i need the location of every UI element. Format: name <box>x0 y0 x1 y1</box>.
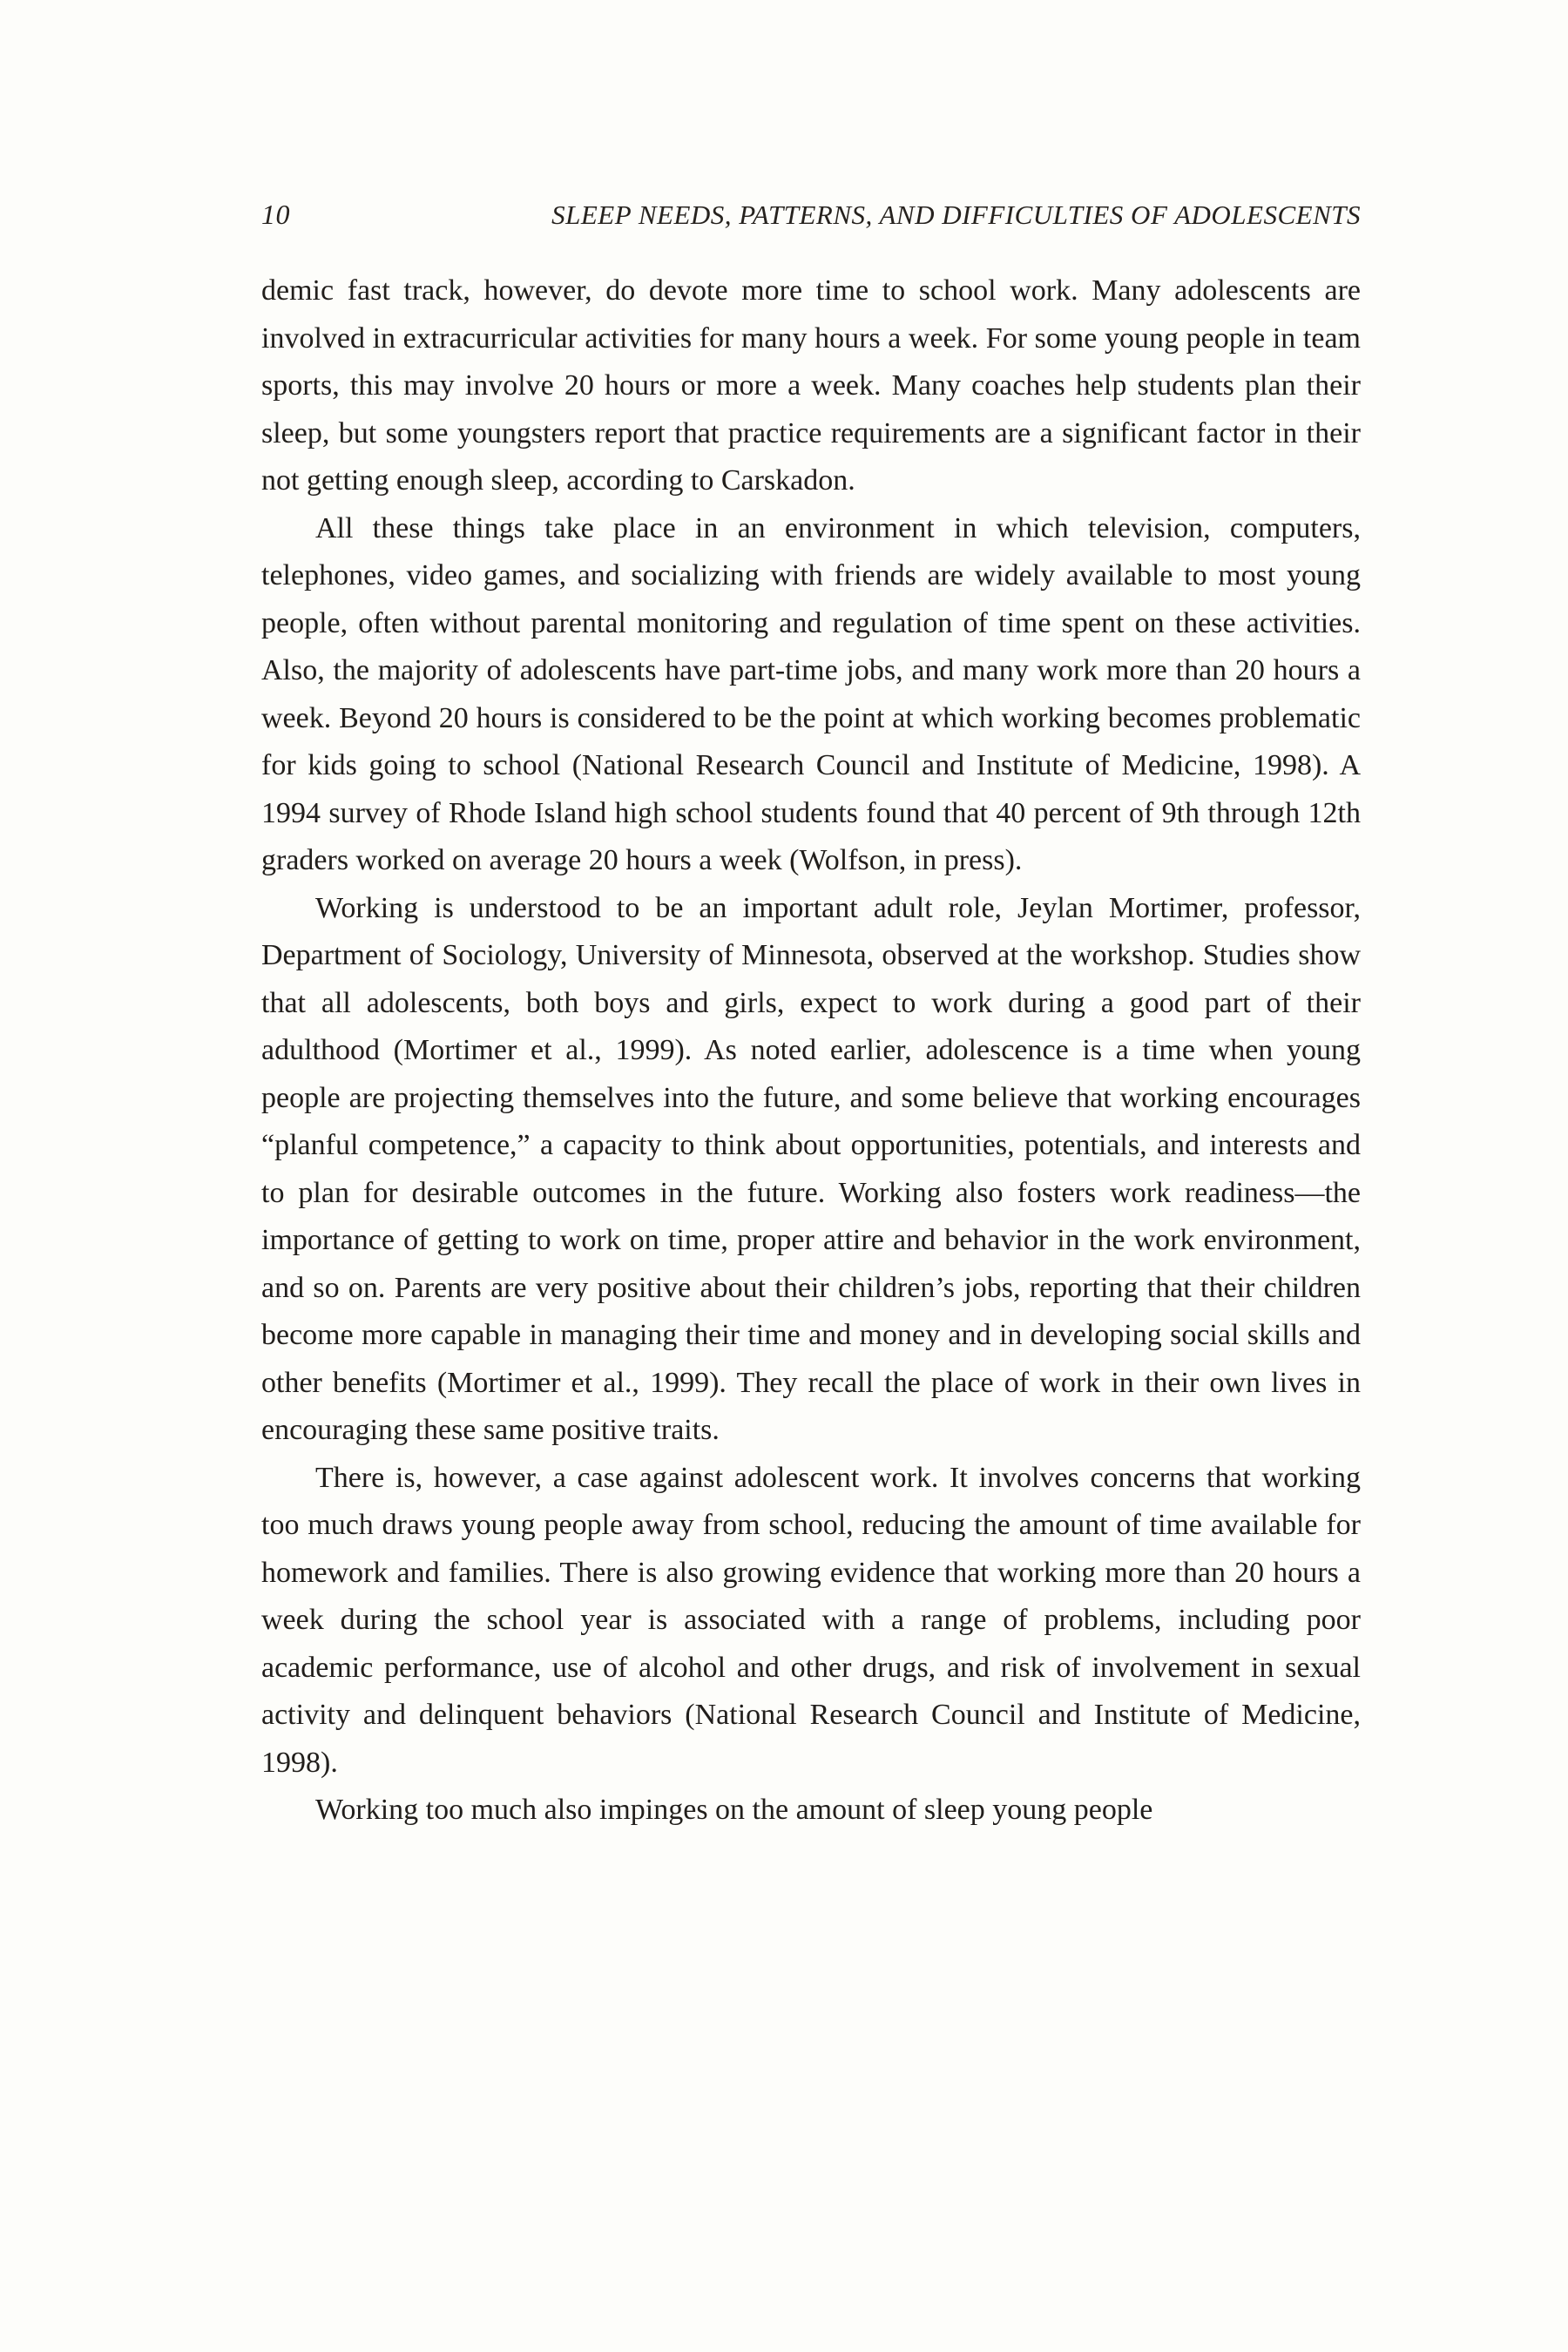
running-header <box>261 199 1361 231</box>
paragraph: There is, however, a case against adolescent work. It involves concerns that working too much draws young people away from school, reducing the amount of time available for homework and families. There is also growing evidence that working more than 20 hours a week during the school year is associated with a range of problems, including poor academic performance, use of alcohol and other drugs, and risk of involvement in sexual activity and delinquent behaviors (National Research Council and Institute of Medicine, 1998). <box>261 1461 1361 1779</box>
running-header-title: SLEEP NEEDS, PATTERNS, AND DIFFICULTIES OF ADOLESCENTS <box>551 199 1361 230</box>
paragraph: demic fast track, however, do devote more time to school work. Many adolescents are involved in extracurricular activities for many hours a week. For some young people in team sports, this may involve 20 hours or more a week. Many coaches help students plan their sleep, but some youngsters report that practice requirements are a significant factor in their not getting enough sleep, according to Carskadon. <box>261 274 1361 497</box>
page-number: 10 <box>261 199 290 230</box>
paragraph: All these things take place in an environment in which television, computers, telephones, video games, and socializing with friends are widely available to most young people, often without parental monitoring and regulation of time spent on these activities. Also, the majority of adolescents have part-time jobs, and many work more than 20 hours a week. Beyond 20 hours is considered to be the point at which working becomes problematic for kids going to school (National Research Council and Institute of Medicine, 1998). A 1994 survey of Rhode Island high school students found that 40 percent of 9th through 12th graders worked on average 20 hours a week (Wolfson, in press). <box>261 511 1361 876</box>
paragraph: Working is understood to be an important adult role, Jeylan Mortimer, professor, Department of Sociology, University of Minnesota, observed at the workshop. Studies show that all adolescents, both boys and girls, expect to work during a good part of their adulthood (Mortimer et al., 1999). As noted earlier, adolescence is a time when young people are projecting themselves into the future, and some believe that working encourages “planful competence,” a capacity to think about opportunities, potentials, and interests and to plan for desirable outcomes in the future. Working also fosters work readiness—the importance of getting to work on time, proper attire and behavior in the work environment, and so on. Parents are very positive about their children’s jobs, reporting that their children become more capable in managing their time and money and in developing social skills and other benefits (Mortimer et al., 1999). They recall the place of work in their own lives in encouraging these same positive traits. <box>261 891 1361 1446</box>
page-body <box>261 267 1361 1835</box>
paragraph: Working too much also impinges on the amount of sleep young people <box>315 1794 1153 1826</box>
